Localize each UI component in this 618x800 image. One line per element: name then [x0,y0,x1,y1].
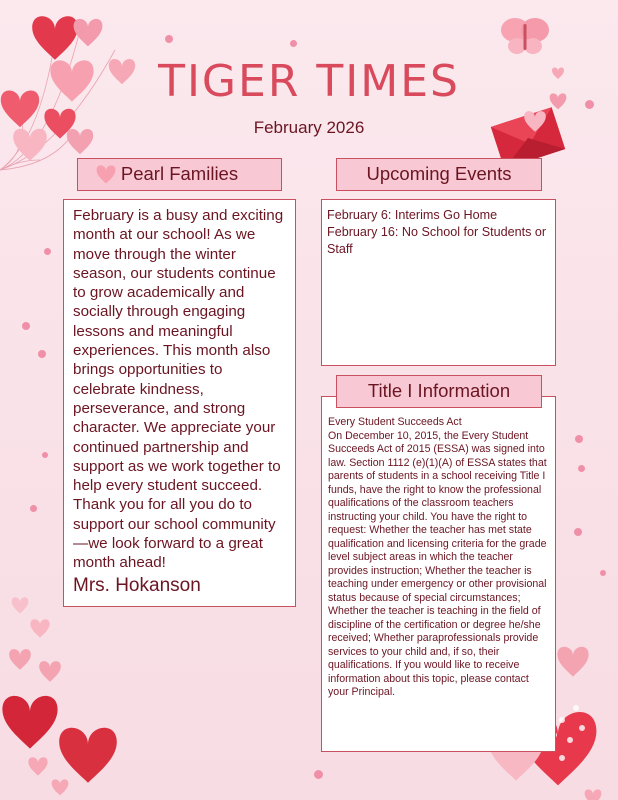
decorative-dot [42,452,48,458]
decorative-dot [578,465,585,472]
decorative-dot [575,435,583,443]
decorative-dot [44,248,51,255]
upcoming-events-box [321,199,556,366]
hearts-bottom-left-decoration [0,580,130,800]
pearl-families-heading: Pearl Families [120,163,239,184]
event-item: February 16: No School for Students or Staff [327,225,547,256]
signature: Mrs. Hokanson [73,574,201,596]
title-one-subheading: Every Student Succeeds Act [328,416,462,428]
newsletter-date: February 2026 [253,118,365,137]
event-item: February 6: Interims Go Home [327,208,498,222]
decorative-dot [574,528,582,536]
decorative-dot [38,350,46,358]
title-one-box [321,396,556,752]
decorative-dot [30,505,37,512]
pearl-families-box [63,199,296,607]
decorative-dot [314,770,323,779]
decorative-dot [165,35,173,43]
pearl-families-header [77,158,282,191]
newsletter-title: TIGER TIMES [158,56,460,107]
upcoming-events-heading: Upcoming Events [366,163,512,184]
pearl-families-letter: February is a busy and exciting month at our school! As we move through the winter season, our students continue to grow academically and socially through engaging lessons and meaningful experiences. This month also brings opportunities to celebrate kindness, perseverance, and strong character. We appreciate your continued partnership and support as we work together to help every student succeed. Thank you for all you do to support our school community—we look forward to a great month ahead! [73,207,284,572]
decorative-dot [600,570,606,576]
upcoming-events-header [336,158,542,191]
decorative-dot [290,40,297,47]
title-one-header [336,375,542,408]
title-one-body: On December 10, 2015, the Every Student Succeeds Act of 2015 (ESSA) was signed into law. Section 1112 (e)(1)(A) of ESSA states that parents of students in a school receiving Title I funds, have the right to know the professional qualifications of the classroom teachers instructing your child. You have the right to request: Whether the teacher has met state qualification and licensing criteria for the grade level subject areas in which the teacher provides instruction; Whether the teacher is teaching under emergency or other provisional status because of special circumstances; Whether the teacher is teaching in the field of discipline of the certification or degree he/she received; Whether paraprofessionals provide services to your child and, if so, their qualifications. If you would like to receive information about this topic, please contact your Principal. [328,429,547,698]
heart-icon [92,163,120,185]
decorative-dot [22,322,30,330]
title-one-heading: Title I Information [367,380,511,401]
